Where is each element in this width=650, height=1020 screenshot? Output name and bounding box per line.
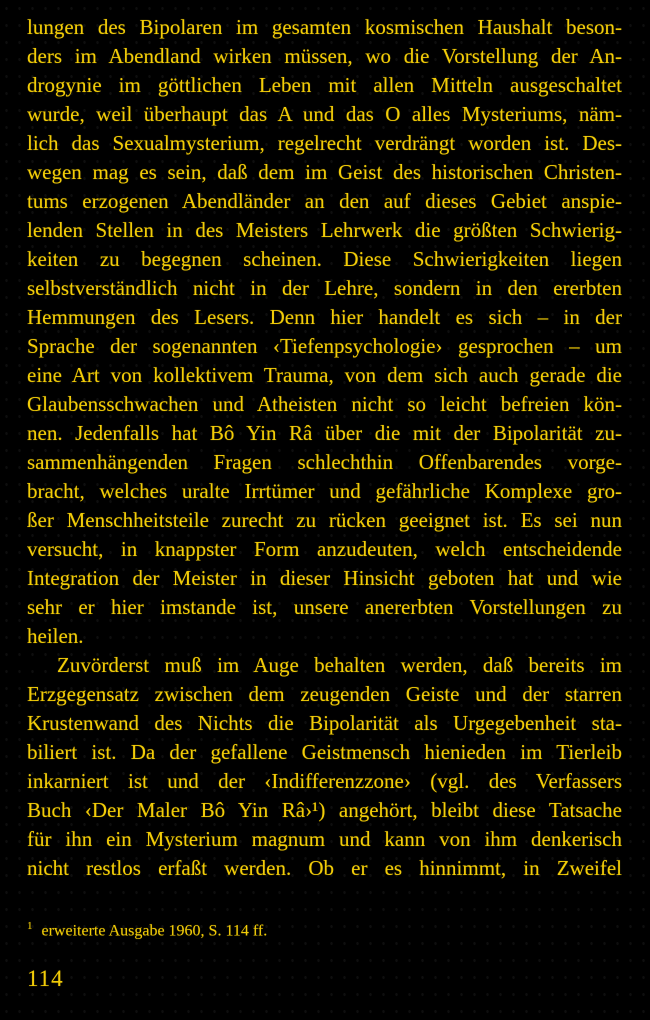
text-line: Sprache der sogenannten ‹Tiefenpsychologie› gesprochen – um: [27, 334, 622, 358]
text-line: drogynie im göttlichen Leben mit allen Mitteln ausgeschaltet: [27, 73, 622, 97]
text-line: Buch ‹Der Maler Bô Yin Râ›¹) angehört, bleibt diese Tatsache: [27, 798, 622, 822]
text-line: eine Art von kollektivem Trauma, von dem sich auch gerade die: [27, 363, 622, 387]
paragraph: [27, 13, 622, 651]
body-text: [27, 13, 622, 883]
text-line: Krustenwand des Nichts die Bipolarität als Urgegebenheit sta-: [27, 711, 622, 735]
text-line: inkarniert ist und der ‹Indifferenzzone› (vgl. des Verfassers: [27, 769, 622, 793]
text-line: lungen des Bipolaren im gesamten kosmischen Haushalt beson-: [27, 15, 622, 39]
text-line: wegen mag es sein, daß dem im Geist des historischen Christen-: [27, 160, 622, 184]
paragraph: [27, 651, 622, 883]
text-line: keiten zu begegnen scheinen. Diese Schwierigkeiten liegen: [27, 247, 622, 271]
text-line: Glaubensschwachen und Atheisten nicht so leicht befreien kön-: [27, 392, 622, 416]
text-line: wurde, weil überhaupt das A und das O alles Mysteriums, näm-: [27, 102, 622, 126]
text-line: tums erzogenen Abendländer an den auf dieses Gebiet anspie-: [27, 189, 622, 213]
text-line: ders im Abendland wirken müssen, wo die Vorstellung der An-: [27, 44, 622, 68]
text-line: für ihn ein Mysterium magnum und kann von ihm denkerisch: [27, 827, 622, 851]
text-line: Zuvörderst muß im Auge behalten werden, daß bereits im: [57, 653, 622, 677]
text-line: lenden Stellen in des Meisters Lehrwerk die größten Schwierig-: [27, 218, 622, 242]
text-line: selbstverständlich nicht in der Lehre, sondern in den ererbten: [27, 276, 622, 300]
footnote-marker: 1: [27, 920, 33, 932]
text-line: biliert ist. Da der gefallene Geistmensch hienieden im Tierleib: [27, 740, 622, 764]
text-line: nen. Jedenfalls hat Bô Yin Râ über die mit der Bipolarität zu-: [27, 421, 622, 445]
text-line: lich das Sexualmysterium, regelrecht verdrängt worden ist. Des-: [27, 131, 622, 155]
text-line: Integration der Meister in dieser Hinsicht geboten hat und wie: [27, 566, 622, 590]
text-line: sehr er hier imstande ist, unsere anererbten Vorstellungen zu: [27, 595, 622, 619]
text-line: heilen.: [27, 624, 84, 648]
footnote-text: erweiterte Ausgabe 1960, S. 114 ff.: [41, 922, 268, 940]
text-line: versucht, in knappster Form anzudeuten, welch entscheidende: [27, 537, 622, 561]
page-number: 114: [27, 966, 64, 991]
text-line: Hemmungen des Lesers. Denn hier handelt es sich – in der: [27, 305, 622, 329]
text-line: ßer Menschheitsteile zurecht zu rücken geeignet ist. Es sei nun: [27, 508, 622, 532]
text-line: bracht, welches uralte Irrtümer und gefährliche Komplexe gro-: [27, 479, 622, 503]
text-line: Erzgegensatz zwischen dem zeugenden Geiste und der starren: [27, 682, 622, 706]
text-line: sammenhängenden Fragen schlechthin Offenbarendes vorge-: [27, 450, 622, 474]
text-line: nicht restlos erfaßt werden. Ob er es hinnimmt, in Zweifel: [27, 856, 622, 880]
footnote: [27, 915, 267, 942]
